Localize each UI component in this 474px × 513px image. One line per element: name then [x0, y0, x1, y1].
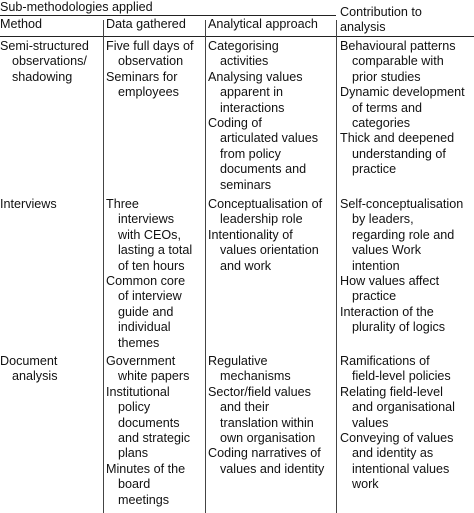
cell-line: own organisation — [220, 431, 316, 446]
group-header: Sub-methodologies applied — [0, 0, 153, 14]
cell-line: How values affect — [340, 274, 440, 289]
cell-line: Five full days of — [106, 39, 194, 53]
cell-entry — [106, 462, 204, 508]
column-header-method: Method — [0, 17, 43, 31]
cell-entry — [340, 39, 474, 85]
cell-line: Three — [106, 197, 139, 211]
cell-line: work — [352, 477, 379, 492]
cell-entry — [208, 354, 336, 385]
contribution-header — [340, 5, 422, 34]
cell-line: Analysing values — [208, 69, 303, 84]
row-3-contribution — [340, 354, 474, 493]
cell-entry — [106, 354, 204, 385]
cell-line: values Work — [352, 243, 422, 258]
cell-line: analysis — [12, 369, 58, 384]
cell-line: policy — [118, 400, 151, 415]
cell-line: observations/ — [12, 54, 87, 69]
cell-line: shadowing — [12, 69, 73, 84]
cell-line: by leaders, — [352, 212, 414, 227]
cell-entry — [106, 70, 204, 101]
cell-line: of interview — [118, 289, 182, 304]
cell-entry — [208, 70, 336, 116]
cell-line: Dynamic development — [340, 85, 465, 100]
cell-entry — [340, 354, 474, 385]
row-2-data — [106, 197, 204, 351]
cell-line: practice — [352, 162, 397, 177]
cell-line: from policy — [220, 146, 281, 161]
cell-line: of terms and — [352, 100, 422, 115]
cell-line: Intentionality of — [208, 227, 293, 242]
cell-line: white papers — [118, 369, 190, 384]
cell-line: interviews — [118, 212, 174, 227]
divider-data — [205, 20, 206, 513]
divider-analysis — [336, 20, 337, 513]
cell-line: documents — [118, 415, 180, 430]
cell-entry — [208, 39, 336, 70]
cell-line: intentional values — [352, 461, 450, 476]
cell-line: documents and — [220, 162, 307, 177]
cell-entry — [208, 197, 336, 228]
cell-line: Relating field-level — [340, 384, 443, 399]
cell-line: translation within — [220, 415, 314, 430]
cell-entry — [340, 197, 474, 274]
cell-line: seminars — [220, 177, 272, 192]
cell-line: mechanisms — [220, 369, 291, 384]
cell-line: interactions — [220, 100, 285, 115]
cell-entry — [106, 385, 204, 462]
cell-line: values — [352, 415, 389, 430]
cell-line: Regulative — [208, 354, 268, 368]
cell-line: Seminars for — [106, 69, 178, 84]
cell-line: Coding narratives of — [208, 446, 321, 461]
cell-line: meetings — [118, 492, 170, 507]
cell-entry — [208, 446, 336, 477]
cell-line: categories — [352, 116, 411, 131]
cell-entry — [106, 39, 204, 70]
row-2-analysis — [208, 197, 336, 274]
cell-entry — [340, 385, 474, 431]
cell-line: values and identity — [220, 461, 325, 476]
row-2-method — [0, 197, 104, 212]
divider-method — [103, 20, 104, 513]
row-1-method — [0, 39, 104, 85]
cell-line: and identity as — [352, 446, 434, 461]
cell-line: Common core — [106, 274, 186, 289]
cell-line: and strategic — [118, 431, 191, 446]
cell-entry — [208, 228, 336, 274]
cell-line: articulated values — [220, 131, 319, 146]
cell-line: themes — [118, 335, 160, 350]
cell-line: with CEOs, — [118, 227, 181, 242]
cell-line: lasting a total — [118, 243, 193, 258]
cell-line: board — [118, 477, 151, 492]
cell-line: Self-conceptualisation — [340, 197, 464, 211]
cell-entry — [340, 431, 474, 493]
cell-entry — [340, 131, 474, 177]
cell-line: Semi-structured — [0, 39, 89, 53]
cell-entry — [340, 305, 474, 336]
contribution-header-line2: analysis — [340, 19, 386, 34]
row-2-contribution — [340, 197, 474, 336]
row-1-analysis — [208, 39, 336, 193]
group-header-rule — [0, 15, 336, 16]
cell-line: employees — [118, 85, 179, 100]
cell-entry — [106, 274, 204, 351]
cell-line: Interaction of the — [340, 304, 434, 319]
cell-line: plans — [118, 446, 149, 461]
cell-line: prior studies — [352, 69, 421, 84]
column-header-data: Data gathered — [106, 17, 186, 31]
cell-line: Conceptualisation of — [208, 197, 323, 211]
cell-line: and organisational — [352, 400, 455, 415]
cell-line: of ten hours — [118, 258, 185, 273]
cell-line: Coding of — [208, 116, 262, 131]
cell-line: Conveying of values — [340, 431, 454, 446]
cell-entry — [208, 385, 336, 447]
cell-line: regarding role and — [352, 227, 455, 242]
row-1-contribution — [340, 39, 474, 178]
cell-line: practice — [352, 289, 397, 304]
cell-line: values orientation — [220, 243, 319, 258]
cell-line: understanding of — [352, 146, 446, 161]
cell-entry — [106, 197, 204, 274]
cell-line: comparable with — [352, 54, 444, 69]
cell-line: Interviews — [0, 197, 57, 211]
cell-line: Institutional — [106, 384, 170, 399]
cell-line: plurality of logics — [352, 320, 446, 335]
header-rule — [0, 36, 474, 37]
cell-entry — [208, 116, 336, 193]
cell-line: Document — [0, 354, 58, 368]
cell-line: Behavioural patterns — [340, 39, 456, 53]
row-1-data — [106, 39, 204, 101]
cell-line: activities — [220, 54, 269, 69]
cell-line: Ramifications of — [340, 354, 430, 368]
cell-line: Minutes of the — [106, 461, 186, 476]
cell-line: Thick and deepened — [340, 131, 455, 146]
cell-line: leadership role — [220, 212, 303, 227]
cell-line: Government — [106, 354, 176, 368]
cell-line: observation — [118, 54, 184, 69]
cell-entry — [340, 274, 474, 305]
cell-line: Categorising — [208, 39, 279, 53]
cell-line: intention — [352, 258, 400, 273]
cell-entry — [340, 85, 474, 131]
cell-line: apparent in — [220, 85, 284, 100]
column-header-analysis: Analytical approach — [208, 17, 318, 31]
cell-line: Sector/field values — [208, 384, 311, 399]
row-3-data — [106, 354, 204, 508]
row-3-analysis — [208, 354, 336, 477]
cell-line: field-level policies — [352, 369, 451, 384]
row-3-method — [0, 354, 104, 385]
cell-line: guide and — [118, 304, 174, 319]
cell-line: and their — [220, 400, 270, 415]
contribution-header-line1: Contribution to — [340, 5, 422, 19]
cell-line: individual — [118, 320, 171, 335]
cell-line: and work — [220, 258, 272, 273]
